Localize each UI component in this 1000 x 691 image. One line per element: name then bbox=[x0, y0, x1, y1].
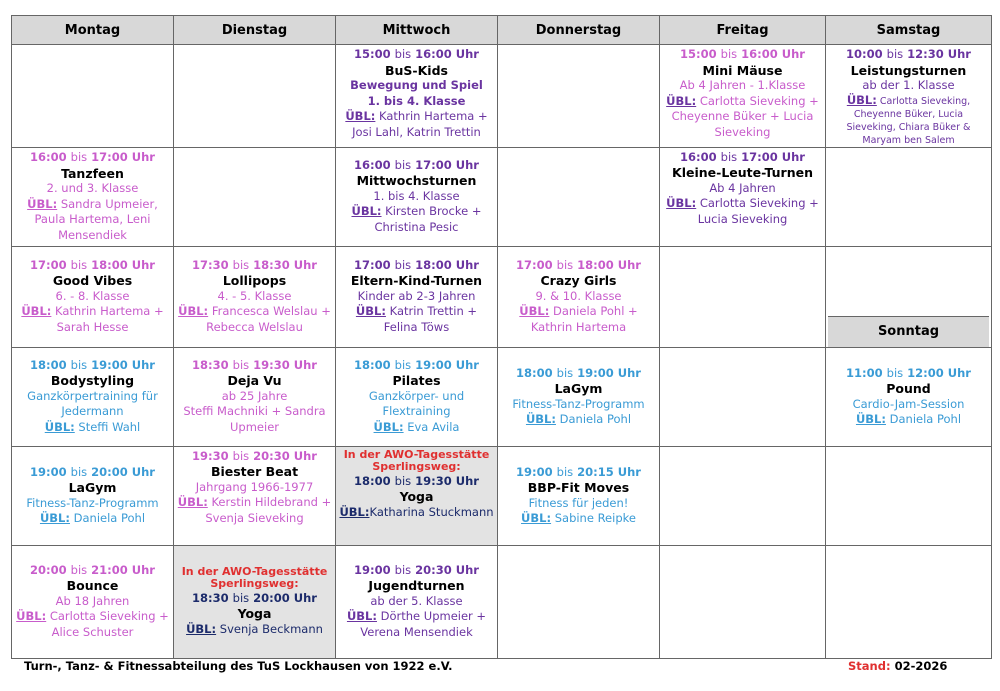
class-time: 16:00 bis 17:00 Uhr bbox=[30, 150, 155, 164]
class-name: Yoga bbox=[237, 606, 272, 622]
class-trainer: ÜBL: Kathrin Hartema + Josi Lahl, Katrin Trettin bbox=[345, 109, 488, 139]
empty-cell bbox=[174, 45, 336, 148]
class-cell-mini-maeuse bbox=[660, 45, 826, 148]
class-name: Crazy Girls bbox=[540, 273, 617, 289]
samstag-sonntag-divider bbox=[826, 246, 992, 347]
class-name: Lollipops bbox=[222, 273, 287, 289]
class-name: Good Vibes bbox=[52, 273, 133, 289]
empty-cell bbox=[12, 45, 174, 148]
empty-cell bbox=[660, 246, 826, 347]
class-time: 19:00 bis 20:30 Uhr bbox=[354, 562, 479, 577]
schedule-row bbox=[12, 545, 992, 658]
class-cell-tanzfeen bbox=[12, 147, 174, 246]
class-trainer: ÜBL: Carlotta Sieveking + Cheyenne Büker + Lucia Sieveking bbox=[666, 93, 819, 139]
schedule-row bbox=[12, 147, 992, 246]
empty-cell bbox=[826, 147, 992, 246]
class-cell-lollipops bbox=[174, 246, 336, 347]
class-trainer: ÜBL: Kerstin Hildebrand + Svenja Sieveking bbox=[177, 495, 332, 525]
class-cell-bodystyling bbox=[12, 347, 174, 446]
class-trainer: ÜBL: Katrin Trettin + Felina Töws bbox=[355, 304, 478, 334]
footer-stand bbox=[848, 659, 947, 673]
class-cell-kleine-leute-turnen bbox=[660, 147, 826, 246]
class-trainer: ÜBL: Steffi Wahl bbox=[44, 419, 141, 434]
schedule-row bbox=[12, 347, 992, 446]
class-cell-good-vibes bbox=[12, 246, 174, 347]
class-cell-mittwochsturnen bbox=[336, 147, 498, 246]
class-time: 19:00 bis 20:15 Uhr bbox=[516, 464, 641, 479]
class-name: Mittwochsturnen bbox=[356, 173, 477, 189]
class-info: 9. & 10. Klasse bbox=[535, 288, 622, 303]
class-cell-eltern-kind-turnen bbox=[336, 246, 498, 347]
location-note: In der AWO-Tagesstätte Sperlingsweg: bbox=[181, 564, 328, 591]
class-trainer: ÜBL:Katharina Stuckmann bbox=[339, 504, 494, 519]
class-time: 19:30 bis 20:30 Uhr bbox=[192, 448, 317, 463]
class-name: Pilates bbox=[392, 373, 441, 389]
class-cell-lagym-montag bbox=[12, 446, 174, 545]
schedule-table bbox=[11, 15, 992, 659]
class-trainer: ÜBL: Carlotta Sieveking, Cheyenne Büker, Lucia Sieveking, Chiara Büker & Maryam ben Salem bbox=[846, 92, 971, 146]
class-cell-crazy-girls bbox=[498, 246, 660, 347]
class-name: LaGym bbox=[554, 381, 603, 396]
class-time: 15:00 bis 16:00 Uhr bbox=[680, 47, 805, 61]
stand-label: Stand: bbox=[848, 659, 891, 673]
stand-date: 02-2026 bbox=[894, 659, 948, 673]
class-info: 4. - 5. Klasse bbox=[217, 288, 292, 303]
class-cell-deja-vu bbox=[174, 347, 336, 446]
class-trainer: ÜBL: Sandra Upmeier, Paula Hartema, Leni Mensendiek bbox=[27, 196, 158, 242]
empty-cell bbox=[498, 147, 660, 246]
class-name: Bodystyling bbox=[50, 373, 135, 389]
schedule-row bbox=[12, 446, 992, 545]
class-time: 17:30 bis 18:30 Uhr bbox=[192, 257, 317, 272]
class-time: 16:00 bis 17:00 Uhr bbox=[354, 157, 479, 172]
class-info: Fitness-Tanz-Programm bbox=[26, 495, 159, 510]
class-trainer: ÜBL: Daniela Pohl bbox=[39, 511, 146, 525]
class-time: 10:00 bis 12:30 Uhr bbox=[846, 47, 971, 61]
class-time: 18:00 bis 19:00 Uhr bbox=[30, 357, 155, 372]
class-info: ab der 5. Klasse bbox=[370, 593, 463, 608]
class-time: 17:00 bis 18:00 Uhr bbox=[30, 257, 155, 272]
class-cell-pound bbox=[826, 347, 992, 446]
class-cell-pilates bbox=[336, 347, 498, 446]
footer-organization: Turn-, Tanz- & Fitnessabteilung des TuS Lockhausen von 1922 e.V. bbox=[24, 659, 453, 673]
class-time: 15:00 bis 16:00 Uhr bbox=[354, 47, 479, 61]
class-info: ab der 1. Klasse bbox=[862, 78, 955, 92]
class-cell-bbp-fit-moves bbox=[498, 446, 660, 545]
class-cell-leistungsturnen bbox=[826, 45, 992, 148]
class-info: Ab 18 Jahren bbox=[55, 593, 130, 608]
class-info: 2. und 3. Klasse bbox=[46, 181, 139, 195]
class-info: Fitness-Tanz-Programm bbox=[512, 396, 645, 411]
class-time: 18:30 bis 20:00 Uhr bbox=[192, 590, 317, 605]
class-time: 20:00 bis 21:00 Uhr bbox=[30, 562, 155, 577]
class-trainer: ÜBL: Eva Avila bbox=[373, 419, 460, 434]
empty-cell bbox=[174, 147, 336, 246]
class-info: Jahrgang 1966-1977 bbox=[195, 479, 314, 494]
class-time: 18:00 bis 19:30 Uhr bbox=[354, 473, 479, 488]
class-trainer: ÜBL: Svenja Beckmann bbox=[186, 621, 323, 636]
class-trainer: Steffi Machniki + Sandra Upmeier bbox=[183, 404, 326, 434]
class-trainer: ÜBL: Dörthe Upmeier + Verena Mensendiek bbox=[346, 609, 487, 639]
class-name: BBP-Fit Moves bbox=[527, 480, 630, 495]
class-name: Eltern-Kind-Turnen bbox=[350, 273, 483, 289]
class-info: 1. bis 4. Klasse bbox=[373, 188, 460, 203]
day-header-donnerstag: Donnerstag bbox=[498, 16, 660, 45]
day-header-sonntag: Sonntag bbox=[828, 317, 989, 347]
day-header-dienstag: Dienstag bbox=[174, 16, 336, 45]
empty-cell bbox=[828, 247, 989, 317]
class-cell-bounce bbox=[12, 545, 174, 658]
class-time: 17:00 bis 18:00 Uhr bbox=[516, 257, 641, 272]
empty-cell bbox=[498, 545, 660, 658]
class-info: Kinder ab 2-3 Jahren bbox=[357, 288, 476, 303]
class-info: 1. bis 4. Klasse bbox=[367, 93, 466, 108]
class-info: Ab 4 Jahren - 1.Klasse bbox=[679, 78, 806, 92]
class-info: Ab 4 Jahren bbox=[709, 180, 776, 195]
class-cell-lagym-donnerstag bbox=[498, 347, 660, 446]
class-time: 17:00 bis 18:00 Uhr bbox=[354, 257, 479, 272]
location-note: In der AWO-Tagesstätte Sperlingsweg: bbox=[343, 447, 490, 473]
class-trainer: ÜBL: Sabine Reipke bbox=[521, 511, 636, 525]
day-header-montag: Montag bbox=[12, 16, 174, 45]
class-cell-biester-beat bbox=[174, 446, 336, 545]
day-header-freitag: Freitag bbox=[660, 16, 826, 45]
class-name: Biester Beat bbox=[210, 464, 299, 479]
class-name: Bounce bbox=[66, 578, 119, 594]
class-time: 18:30 bis 19:30 Uhr bbox=[192, 357, 317, 372]
class-time: 19:00 bis 20:00 Uhr bbox=[30, 464, 155, 479]
class-info: Ganzkörper- und Flextraining bbox=[368, 388, 465, 419]
class-name: BuS-Kids bbox=[385, 62, 448, 78]
day-header-samstag: Samstag bbox=[826, 16, 992, 45]
empty-cell bbox=[660, 545, 826, 658]
class-name: Mini Mäuse bbox=[702, 62, 783, 78]
class-trainer: ÜBL: Daniela Pohl bbox=[855, 412, 962, 426]
empty-cell bbox=[826, 446, 992, 545]
empty-cell bbox=[498, 45, 660, 148]
schedule-row bbox=[12, 246, 992, 347]
class-name: Deja Vu bbox=[227, 373, 282, 389]
class-cell-yoga-dienstag bbox=[174, 545, 336, 658]
class-subtitle: Bewegung und Spiel bbox=[350, 78, 483, 92]
class-trainer: ÜBL: Kirsten Brocke + Christina Pesic bbox=[351, 204, 482, 234]
class-name: Kleine-Leute-Turnen bbox=[672, 165, 813, 180]
class-trainer: ÜBL: Carlotta Sieveking + Lucia Sieveking bbox=[666, 196, 819, 226]
class-trainer: ÜBL: Francesca Welslau + Rebecca Welslau bbox=[178, 304, 331, 334]
schedule-row bbox=[12, 45, 992, 148]
class-info: 6. - 8. Klasse bbox=[55, 288, 130, 303]
class-name: Pound bbox=[886, 381, 931, 396]
class-cell-bus-kids bbox=[336, 45, 498, 148]
class-info: Fitness für jeden! bbox=[528, 495, 629, 510]
class-trainer: ÜBL: Kathrin Hartema + Sarah Hesse bbox=[21, 304, 164, 334]
empty-cell bbox=[660, 446, 826, 545]
day-header-mittwoch: Mittwoch bbox=[336, 16, 498, 45]
header-row bbox=[12, 16, 992, 45]
class-info: Ganzkörpertraining für Jedermann bbox=[27, 388, 158, 419]
empty-cell bbox=[660, 347, 826, 446]
class-name: Leistungsturnen bbox=[850, 62, 967, 78]
class-info: ab 25 Jahre bbox=[221, 388, 288, 403]
class-info: Cardio-Jam-Session bbox=[852, 396, 965, 411]
class-trainer: ÜBL: Daniela Pohl bbox=[525, 412, 632, 426]
class-name: Tanzfeen bbox=[61, 165, 124, 181]
class-time: 18:00 bis 19:00 Uhr bbox=[516, 365, 641, 380]
class-name: LaGym bbox=[68, 480, 117, 495]
class-time: 16:00 bis 17:00 Uhr bbox=[680, 149, 805, 164]
empty-cell bbox=[826, 545, 992, 658]
class-trainer: ÜBL: Daniela Pohl + Kathrin Hartema bbox=[519, 304, 638, 334]
class-cell-jugendturnen bbox=[336, 545, 498, 658]
class-name: Yoga bbox=[399, 489, 434, 504]
class-time: 18:00 bis 19:00 Uhr bbox=[354, 357, 479, 372]
class-trainer: ÜBL: Carlotta Sieveking + Alice Schuster bbox=[16, 609, 169, 639]
class-name: Jugendturnen bbox=[368, 578, 465, 594]
class-time: 11:00 bis 12:00 Uhr bbox=[846, 365, 971, 380]
class-cell-yoga-mittwoch bbox=[336, 446, 498, 545]
